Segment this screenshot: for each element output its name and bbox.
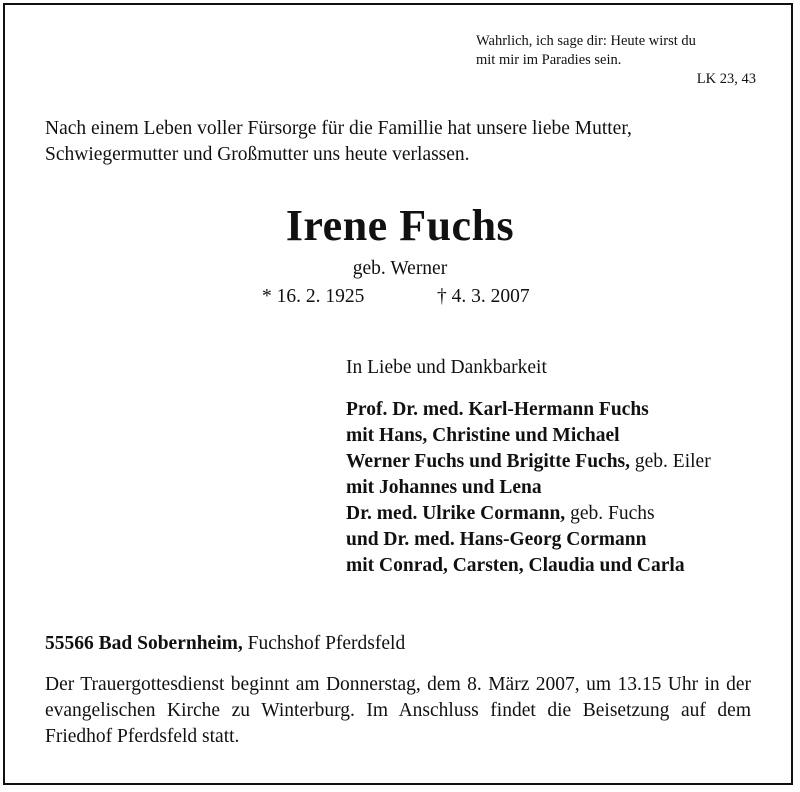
mourner-name: mit Conrad, Carsten, Claudia und Carla	[346, 555, 685, 576]
address-city: 55566 Bad Sobernheim,	[45, 633, 243, 654]
intro-line: Nach einem Leben voller Fürsorge für die Famillie hat unsere liebe Mutter,	[45, 118, 632, 139]
mourner-row	[346, 553, 711, 579]
mourner-row	[346, 475, 711, 501]
maiden-name: geb. Werner	[352, 258, 448, 279]
quote-line: mit mir im Paradies sein.	[476, 52, 622, 68]
mourner-name: Dr. med. Ulrike Cormann,	[346, 503, 566, 524]
address-line	[45, 633, 405, 655]
mourner-row	[346, 501, 711, 527]
mourner-name: und Dr. med. Hans-Georg Cormann	[346, 529, 647, 550]
deceased-name: Irene Fuchs	[285, 201, 515, 250]
mourner-name: mit Hans, Christine und Michael	[346, 425, 620, 446]
mourner-note: geb. Fuchs	[565, 503, 655, 524]
quote-reference: LK 23, 43	[696, 71, 756, 87]
quote-line: Wahrlich, ich sage dir: Heute wirst du	[476, 33, 696, 49]
mourner-row	[346, 527, 711, 553]
mourner-note: geb. Eiler	[630, 451, 711, 472]
mourners-block	[346, 355, 711, 579]
intro-line: Schwiegermutter und Großmutter uns heute verlassen.	[45, 144, 470, 165]
intro-text	[45, 116, 765, 168]
death-date: † 4. 3. 2007	[437, 286, 530, 307]
mourner-row	[346, 397, 711, 423]
mourner-name: Werner Fuchs und Brigitte Fuchs,	[346, 451, 631, 472]
closing-phrase: In Liebe und Dankbarkeit	[346, 357, 547, 378]
mourner-name: Prof. Dr. med. Karl-Hermann Fuchs	[346, 399, 649, 420]
birth-date: * 16. 2. 1925	[262, 286, 365, 307]
mourner-name: mit Johannes und Lena	[346, 477, 542, 498]
address-place: Fuchshof Pferdsfeld	[242, 633, 406, 654]
bible-quote	[476, 32, 756, 89]
mourner-row	[346, 423, 711, 449]
service-announcement: Der Trauergottesdienst beginnt am Donnerstag, dem 8. März 2007, um 13.15 Uhr in der evangelischen Kirche zu Winterburg. Im Anschluss findet die Beisetzung auf dem Friedhof Pferdsfeld statt.	[45, 674, 751, 747]
mourner-row	[346, 449, 711, 475]
